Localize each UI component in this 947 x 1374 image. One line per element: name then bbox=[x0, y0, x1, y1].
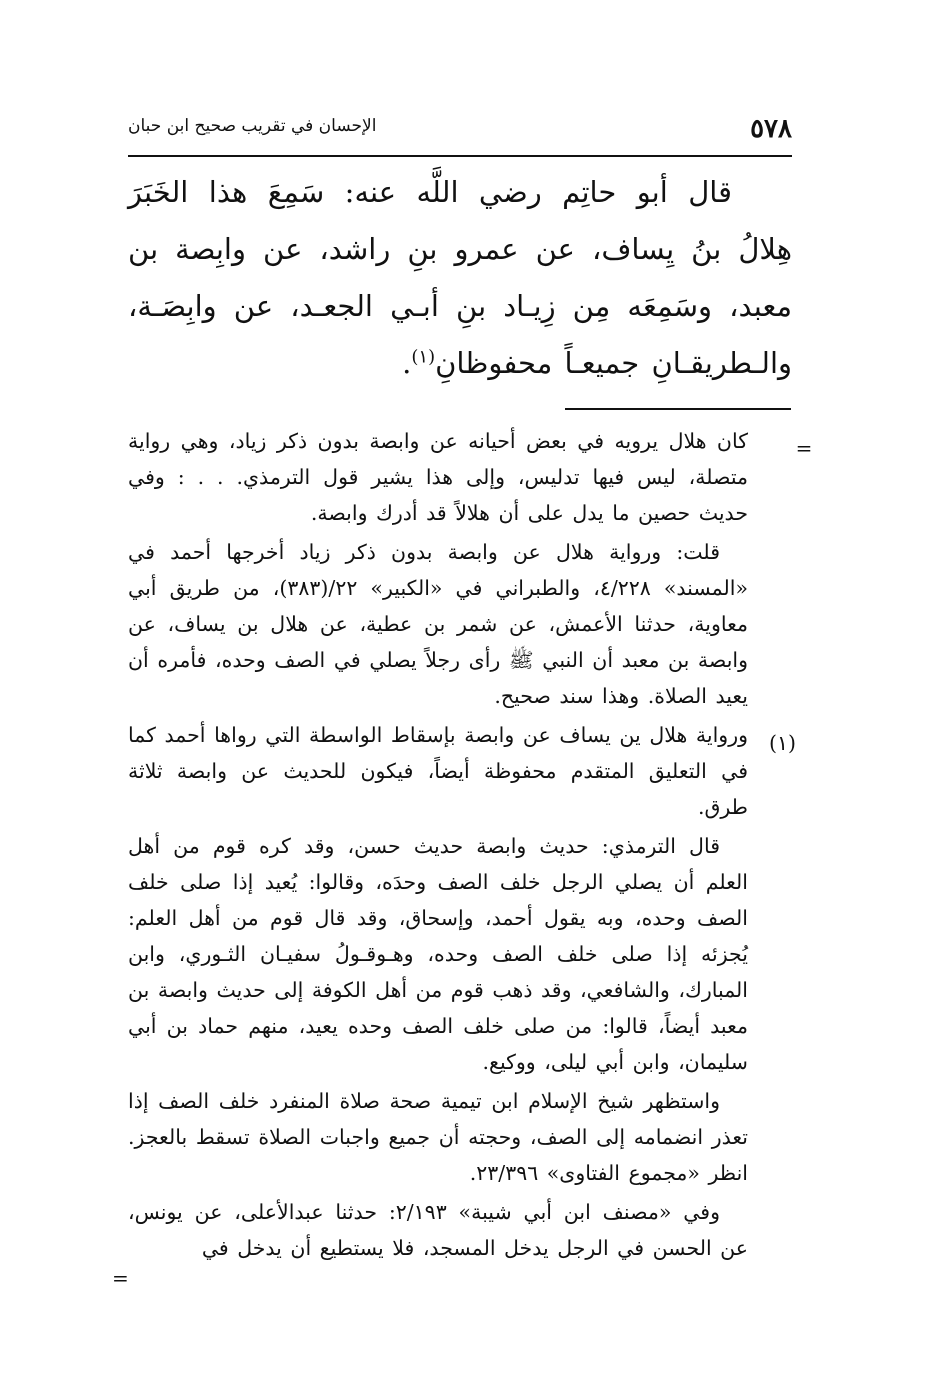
main-text bbox=[128, 164, 792, 392]
continuation-mark: = bbox=[795, 436, 813, 460]
main-paragraph-text: قال أبو حاتِم رضي اللَّه عنه: سَمِعَ هذا الخَبَرَ هِلالُ بنُ يِساف، عن عمرو بنِ راشد، عن وابِصة بن معبد، وسَمِعَه مِن زِيـاد بنِ أبـي الجعـد، عن وابِصَـة، والـطريقـانِ جميعـاً محفوظانِ bbox=[128, 175, 792, 380]
running-title: الإحسان في تقريب صحيح ابن حبان bbox=[128, 116, 377, 136]
footnotes bbox=[128, 423, 748, 1269]
footnote-1-paragraph: ورواية هلال ين يساف عن وابصة بإسقاط الواسطة التي رواها أحمد كما في التعليق المتقدم محفوظة أيضاً، فيكون للحديث عن وابصة ثلاثة طرق. bbox=[128, 723, 748, 819]
page-number: ٥٧٨ bbox=[750, 114, 792, 144]
footnote-1-marker: (١) bbox=[768, 731, 796, 755]
footnote-1-paragraph: واستظهر شيخ الإسلام ابن تيمية صحة صلاة المنفرد خلف الصف إذا تعذر انضمامه إلى الصف، وحجته أن جميع واجبات الصلاة تسقط بالعجز. انظر «مجموع الفتاوى» ٢٣/٣٩٦. bbox=[128, 1089, 748, 1185]
main-paragraph bbox=[128, 164, 792, 392]
main-end-punct: . bbox=[402, 346, 412, 380]
continuation-mark-bottom: = bbox=[112, 1266, 129, 1290]
footnote-reference: (١) bbox=[411, 346, 436, 368]
header-rule bbox=[128, 155, 792, 157]
footnote-continued-paragraph: قلت: ورواية هلال عن وابصة بدون ذكر زياد أخرجها أحمد في «المسند» ٤/٢٢٨، والطبراني في «الكبير» ٢٢/(٣٨٣)، من طريق أبي معاوية، حدثنا الأعمش، عن شمر بن عطية، عن هلال بن يساف، عن وابصة بن معبد أن النبي ﷺ رأى رجلاً يصلي في الصف وحده، فأمره أن يعيد الصلاة. وهذا سند صحيح. bbox=[128, 540, 748, 708]
footnote-continued-paragraph: كان هلال يرويه في بعض أحيانه عن وابصة بدون ذكر زياد، وهي رواية متصلة، ليس فيها تدليس، وإلى هذا يشير قول الترمذي. . . : وفي حديث حصين ما يدل على أن هلالاً قد أدرك وابصة. bbox=[128, 429, 748, 525]
footnote-separator bbox=[565, 408, 791, 410]
footnote-1-paragraph: وفي «مصنف ابن أبي شيبة» ٢/١٩٣: حدثنا عبدالأعلى، عن يونس، عن الحسن في الرجل يدخل المسجد، فلا يستطيع أن يدخل في bbox=[128, 1200, 748, 1260]
footnote-1-paragraph: قال الترمذي: حديث وابصة حديث حسن، وقد كره قوم من أهل العلم أن يصلي الرجل خلف الصف وحدَه، وقالوا: يُعيد إذا صلى خلف الصف وحده، وبه يقول أحمد، وإسحاق، وقد قال قوم من أهل العلم: يُجزئه إذا صلى خلف الصف وحده، وهـوقـولُ سفيـان الثـوري، وابن المبارك، والشافعي، وقد ذهب قوم من أهل الكوفة إلى حديث وابصة بن معبد أيضاً، قالوا: من صلى خلف الصف وحده يعيد، منهم حماد بن أبي سليمان، وابن أبي ليلى، ووكيع. bbox=[128, 834, 748, 1074]
